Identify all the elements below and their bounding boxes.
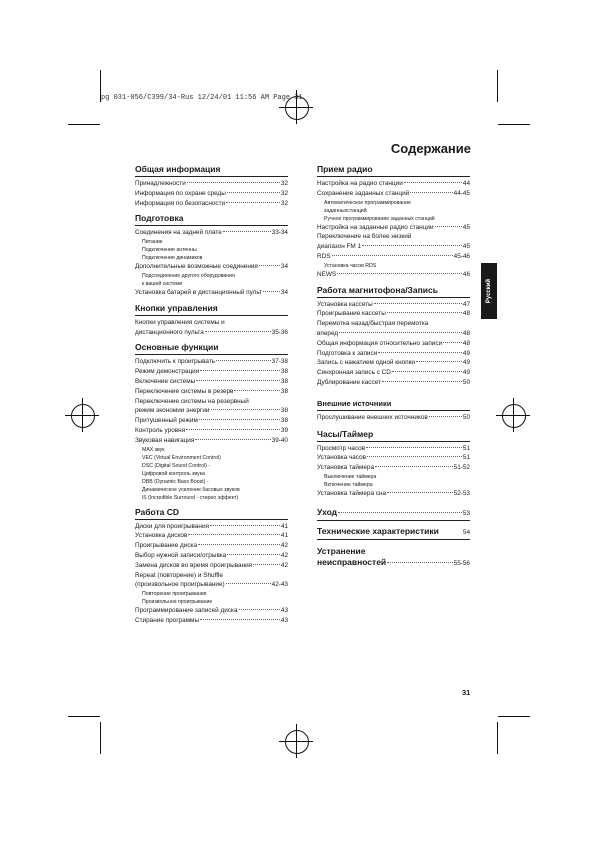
toc-subentry: iS (Incredible Surround - стерео эффект) bbox=[142, 494, 239, 501]
registration-mark-icon bbox=[285, 730, 309, 754]
toc-subentry: Цифровой контроль звука bbox=[142, 470, 205, 477]
toc-subentry: Подсоединение другого оборудования bbox=[142, 272, 235, 279]
toc-entry[interactable]: Настройка на радио станции 44 bbox=[317, 180, 470, 187]
toc-section bbox=[317, 285, 470, 388]
toc-entry[interactable]: Дублирование кассет 50 bbox=[317, 378, 470, 386]
section-heading: Подготовка bbox=[135, 213, 288, 226]
toc-subentry: DBB (Dynamic Bass Boost) - bbox=[142, 478, 209, 485]
toc-entry[interactable]: Информация по охране среды 32 bbox=[135, 189, 288, 197]
section-heading: Кнопки управления bbox=[135, 303, 288, 316]
crop-mark bbox=[498, 716, 530, 717]
registration-mark-icon bbox=[65, 415, 99, 416]
toc-entry[interactable]: Включение системы 38 bbox=[135, 377, 288, 385]
toc-subentry: заданныхстанций bbox=[324, 207, 367, 214]
toc-entry[interactable]: Подготовка к записи 49 bbox=[317, 349, 470, 357]
toc-subentry: Установка часов RDS bbox=[324, 262, 377, 269]
toc-subentry: Включение таймера bbox=[324, 481, 373, 488]
toc-subentry: Автоматическое программирование bbox=[324, 199, 411, 206]
toc-entry[interactable]: Установка таймера сна 52-53 bbox=[317, 489, 470, 497]
toc-entry[interactable]: неисправностей 55-56 bbox=[317, 556, 470, 567]
language-tab-label: Русский bbox=[486, 278, 492, 304]
toc-subentry: Произвольное проигрывание bbox=[142, 599, 213, 606]
toc-entry-line: Переключение на более низкий bbox=[317, 233, 412, 241]
toc-entry[interactable]: Синхронная запись с CD 49 bbox=[317, 369, 470, 377]
toc-section bbox=[317, 526, 470, 540]
toc-entry[interactable]: Сохранение заданных станций 44-45 bbox=[317, 189, 470, 197]
toc-entry[interactable]: дистанционного пульта 35-36 bbox=[135, 328, 288, 336]
toc-entry[interactable]: Общая информация относительно записи 48 bbox=[317, 339, 470, 347]
toc-subentry: Выключение таймера bbox=[324, 473, 377, 480]
toc-subentry: MAX звук bbox=[142, 446, 165, 453]
print-header: pg 031-056/C399/34-Rus 12/24/01 11:56 AM Page 31 bbox=[101, 94, 303, 102]
toc-entry[interactable]: Выбор нужной записи/отрывка 42 bbox=[135, 551, 288, 559]
toc-entry[interactable]: Запись с нажатием одной кнопки 49 bbox=[317, 359, 470, 367]
page-number: 31 bbox=[462, 688, 471, 697]
language-tab bbox=[481, 263, 497, 319]
section-heading: Устранение bbox=[317, 545, 366, 556]
toc-entry[interactable]: Прослушивание внешних источников 50 bbox=[317, 413, 470, 421]
crop-mark bbox=[498, 124, 530, 125]
toc-entry[interactable]: Информация по безопасности 32 bbox=[135, 199, 288, 207]
toc-entry[interactable]: RDS 45-46 bbox=[317, 252, 470, 260]
toc-subentry: Динамическое усиление басовых звуков bbox=[142, 486, 240, 493]
toc-subentry: Питание bbox=[142, 239, 163, 246]
crop-mark bbox=[68, 124, 100, 125]
toc-entry[interactable]: Технические характеристики 54 bbox=[317, 526, 470, 540]
registration-mark-icon bbox=[502, 404, 526, 428]
toc-section bbox=[317, 429, 470, 499]
toc-entry[interactable]: Установка кассеты 47 bbox=[317, 300, 470, 308]
toc-subentry: Подключение динамиков bbox=[142, 255, 203, 262]
section-heading: Прием радио bbox=[317, 164, 470, 177]
toc-subentry: VEC (Virtual Environment Control) bbox=[142, 454, 221, 461]
section-heading: Работа магнитофона/Запись bbox=[317, 285, 470, 298]
toc-entry[interactable]: Звуковая навигация 39-40 bbox=[135, 436, 288, 444]
section-heading: Общая информация bbox=[135, 164, 288, 177]
section-heading: Часы/Таймер bbox=[317, 429, 470, 442]
toc-entry[interactable]: Программирование записей диска 43 bbox=[135, 607, 288, 615]
registration-mark-icon bbox=[279, 107, 313, 108]
toc-entry-line: Перемотка назад/быстрая перемотка bbox=[317, 320, 429, 328]
toc-entry[interactable]: Установка часов 51 bbox=[317, 454, 470, 462]
page-title: Содержание bbox=[390, 141, 471, 156]
toc-entry[interactable]: Стирание программы 43 bbox=[135, 616, 288, 624]
toc-entry[interactable]: Диски для проигрывания 41 bbox=[135, 522, 288, 530]
toc-entry-line: Кнопки управления системы и bbox=[135, 318, 225, 326]
section-heading: Основные функции bbox=[135, 342, 288, 355]
toc-section bbox=[135, 213, 288, 297]
toc-entry[interactable]: NEWS 46 bbox=[317, 270, 470, 278]
toc-subentry: Повторение проигрывания bbox=[142, 591, 207, 598]
toc-section bbox=[317, 164, 470, 280]
toc-entry[interactable]: диапазон FM 1 45 bbox=[317, 243, 470, 251]
registration-mark-icon bbox=[279, 741, 313, 742]
toc-entry[interactable]: Установка таймера 51-52 bbox=[317, 464, 470, 472]
toc-entry[interactable]: Дополнительные возможные соединения 34 bbox=[135, 263, 288, 271]
toc-entry[interactable]: Проигрывание диска 42 bbox=[135, 542, 288, 550]
registration-mark-icon bbox=[496, 415, 530, 416]
toc-subentry: Подключение антенны bbox=[142, 247, 197, 254]
toc-section bbox=[135, 164, 288, 208]
toc-entry[interactable]: Принадлежности 32 bbox=[135, 180, 288, 187]
toc-section bbox=[135, 342, 288, 501]
crop-mark bbox=[100, 722, 101, 754]
toc-column-right bbox=[317, 164, 470, 574]
toc-entry[interactable]: Уход 53 bbox=[317, 507, 470, 521]
toc-subentry: к вашей системе bbox=[142, 280, 183, 287]
section-heading: Внешние источники bbox=[317, 398, 470, 411]
crop-mark bbox=[497, 70, 498, 102]
toc-entry-line: Переключение системы на резервный bbox=[135, 397, 249, 405]
toc-entry[interactable]: Настройка на заданные радио станции 45 bbox=[317, 223, 470, 231]
section-heading: Работа CD bbox=[135, 507, 288, 520]
toc-entry[interactable]: Притушенный режим 38 bbox=[135, 417, 288, 425]
toc-entry[interactable]: Режим демонстрации 38 bbox=[135, 368, 288, 376]
toc-entry[interactable]: (произвольное проигрывание) 42-43 bbox=[135, 581, 288, 589]
toc-entry[interactable]: Соединения на задней плате 33-34 bbox=[135, 229, 288, 237]
toc-section bbox=[317, 507, 470, 521]
toc-entry[interactable]: вперед 48 bbox=[317, 329, 470, 337]
toc-column-left bbox=[135, 164, 288, 631]
toc-entry[interactable]: Переключение системы в резерв 38 bbox=[135, 387, 288, 395]
toc-section bbox=[135, 507, 288, 626]
toc-subentry: Ручное программирование заданных станций bbox=[324, 215, 435, 222]
toc-entry[interactable]: Контроль уровня 39 bbox=[135, 426, 288, 434]
toc-entry[interactable]: Установка батарей в дистанционный пульт 34 bbox=[135, 288, 288, 296]
crop-mark bbox=[497, 722, 498, 754]
toc-entry[interactable]: Проигрывание кассеты 48 bbox=[317, 310, 470, 318]
toc-section bbox=[135, 303, 288, 338]
toc-entry[interactable]: Просмотр часов 51 bbox=[317, 444, 470, 452]
registration-mark-icon bbox=[71, 404, 95, 428]
toc-entry-line: Repeat (повторение) и Shuffle bbox=[135, 571, 223, 579]
toc-entry[interactable]: режим экономии энергии 38 bbox=[135, 407, 288, 415]
toc-section bbox=[317, 546, 470, 569]
toc-entry[interactable]: Подключить к проигрывать 37-38 bbox=[135, 358, 288, 366]
toc-entry[interactable]: Замена дисков во время проигрывания 42 bbox=[135, 561, 288, 569]
toc-subentry: DSC (Digital Sound Control) - bbox=[142, 462, 211, 469]
crop-mark bbox=[68, 716, 100, 717]
toc-entry[interactable]: Установка дисков 41 bbox=[135, 532, 288, 540]
toc-section bbox=[317, 398, 470, 423]
